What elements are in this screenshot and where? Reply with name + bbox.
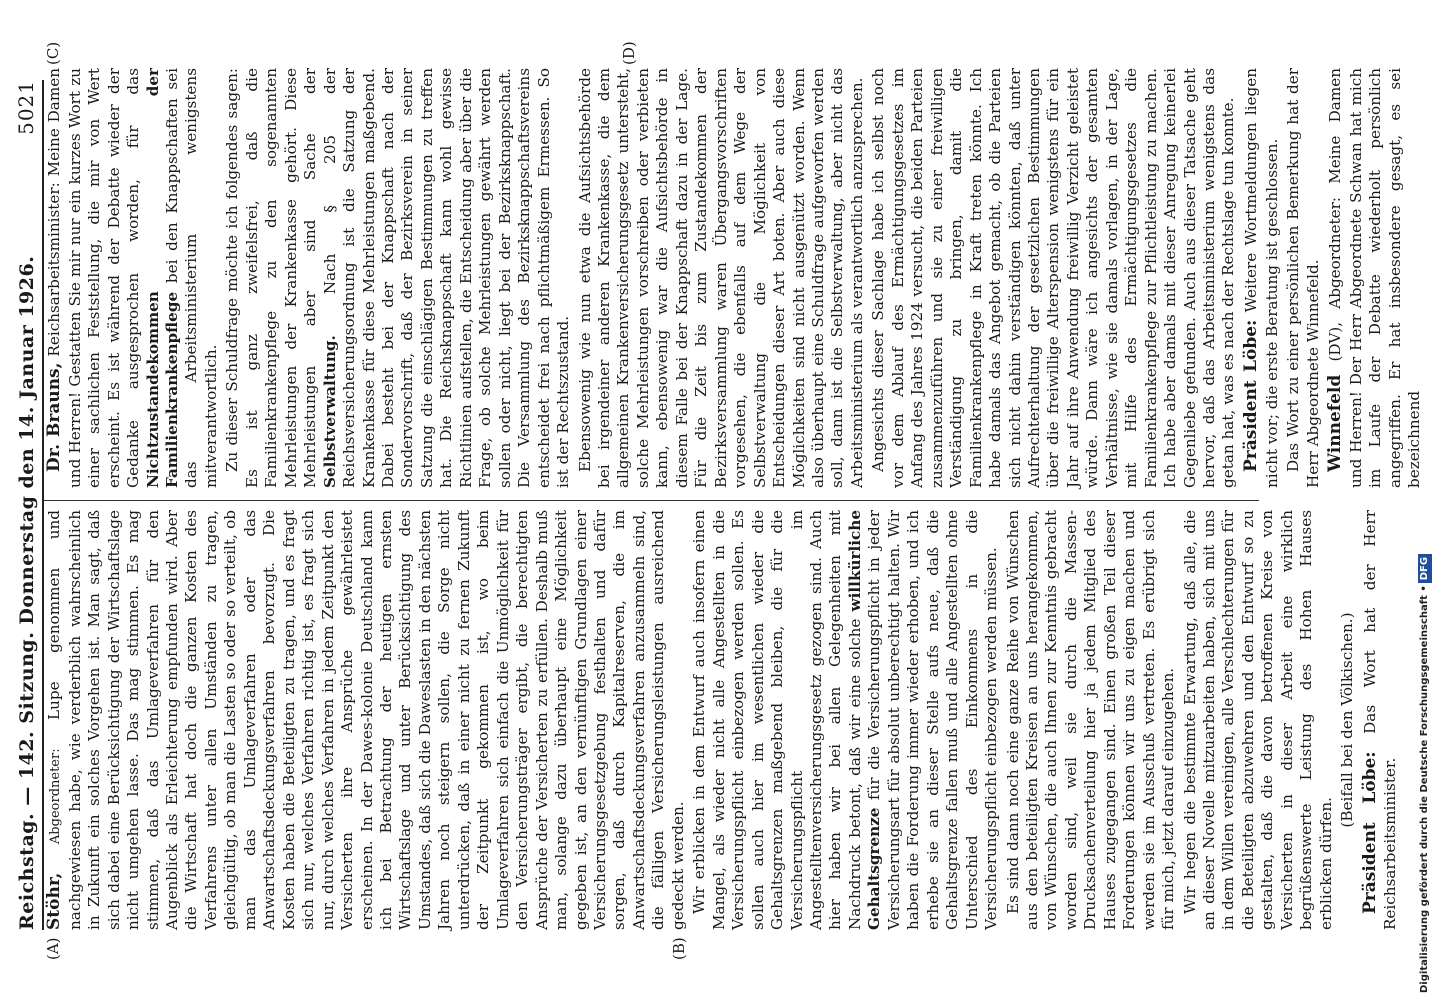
margin-marker-c: (C) (44, 41, 62, 65)
margin-marker-b: (B) (670, 937, 688, 960)
funding-note-text: Digitalisierung gefördert durch die Deutsche Forschungsgemeinschaft • (1419, 585, 1430, 993)
speaker-name: Präsident Löbe: (1240, 319, 1261, 472)
paragraph-text: Angesichts dieser Sachlage habe ich selbst noch vor dem Ablauf des Ermächtigungsgesetzes im Anfang des Jahres 1924 versucht, die beiden Parteien zusammenzuführen und sie zu einer freiwilligen Verständigung zu bringen, damit die Familienkrankenpflege in Kraft treten könnte. Ich habe damals das Angebot gemacht, ob die Parteien sich nicht dahin verständigen könnten, daß unter Aufrechterhaltung der gesetzlichen Bestimmungen über die freiwillige Alterspension wenigstens für ein Jahr auf ihre Anwendung freiwillig Verzicht geleistet würde. Dann wäre ich angesichts der gesamten Verhältnisse, wie sie damals vorlagen, in der Lage, mit Hilfe des Ermächtigungsgesetzes die Familienkrankenpflege zur Pflichtleistung zu machen. Ich habe aber damals mit dieser Anregung keinerlei Gegenliebe gefunden. Auch aus dieser Tatsache geht hervor, daß das Arbeitsministerium wenigstens das getan hat, was es nach der Rechtslage tun konnte. (869, 68, 1238, 488)
paragraph-text: Das Wort hat der Herr Reichsarbeitsminister. (1360, 510, 1400, 930)
left-column (44, 510, 1403, 930)
paragraph-text: Ebensowenig wie nun etwa die Aufsichtsbehörde bei irgendeiner anderen Krankenkasse, die dem allgemeinen Krankenversicherungsgesetz untersteht, solche Mehrleistungen vorschreiben oder verbieten kann, ebensowenig war die Aufsichtsbehörde in diesem Falle bei der Knappschaft dazu in der Lage. Für die Zeit bis zum Zustandekommen der Bezirksversammlung waren Übergangsvorschriften vorgesehen, die ebenfalls auf dem Wege der Selbstverwaltung die Möglichkeit von Entscheidungen dieser Art boten. Aber auch diese Möglichkeiten sind nicht ausgenützt worden. Wenn also überhaupt eine Schuldfrage aufgeworfen werden soll, dann ist die Selbstverwaltung, aber nicht das Arbeitsministerium als verantwortlich anzusprechen. (575, 68, 866, 488)
paragraph-text: bei den Knappschaften sei das Arbeitsministerium wenigstens mitverantwortlich. (163, 67, 220, 488)
paragraph-text: Lupe genommen und nachgewiesen habe, wie verderblich wahrscheinlich in Zukunft ein solches Vorgehen ist. Man sagt, daß sich dabei eine Berücksichtigung der Wirtschaftslage nicht umgehen lasse. Das mag stimmen. Es mag stimmen, daß das Umlageverfahren für den Augenblick als Erleichterung empfunden wird. Aber die Wirtschaft hat doch die ganzen Kosten des Verfahrens unter allen Umständen zu tragen, gleichgültig, ob man die Lasten so oder so verteilt, ob man das Umlageverfahren oder das Anwartschaftsdeckungsverfahren bevorzugt. Die Kosten haben die Beteiligten zu tragen, und es fragt sich nur, welches Verfahren richtig ist, es fragt sich nur, durch welches Verfahren in jedem Zeitpunkt den Versicherten ihre Ansprüche gewährleistet erscheinen. In der Dawes-kolonie Deutschland kann ich bei Betrachtung der heutigen ernsten Wirtschaftslage und unter Berücksichtigung des Umstandes, daß sich die Daweslasten in den nächsten Jahren noch steigern sollen, die Sorge nicht unterdrücken, daß in einer nicht zu fernen Zukunft der Zeitpunkt gekommen ist, wo beim Umlageverfahren sich einfach die Unmöglichkeit für den Versicherungsträger ergibt, die berechtigten Ansprüche der Versicherten zu erfüllen. Deshalb muß man, solange dazu überhaupt eine Möglichkeit gegeben ist, an den vernünftigen Grundlagen einer Versicherungsgesetzgebung festhalten und dafür sorgen, daß durch Kapitalreserven, die im Anwartschaftsdeckungsverfahren anzusammeln sind, die fälligen Versicherungsleistungen ausreichend gedeckt werden. (45, 509, 687, 930)
page-number: 5021 (14, 80, 38, 135)
margin-marker-a: (A) (44, 937, 62, 960)
paragraph (1004, 510, 1179, 930)
paragraph (1360, 510, 1401, 930)
speaker-name: Stöhr, (44, 872, 64, 930)
speaker-role: Abgeordneter: (48, 748, 63, 845)
speaker-name: Dr. Brauns, (44, 362, 64, 472)
paragraph-text: für die Versicherungspflicht in jeder Versicherungsart für absolut unberechtigt halten. Wir haben die Forderung immer wieder erhoben, und ich erhebe sie an dieser Stelle aufs neue, daß die Gehaltsgrenze fallen muß und alle Angestellten ohne Unterschied des Einkommens in die Versicherungspflicht einbezogen werden müssen. (865, 510, 1001, 930)
paragraph (223, 68, 573, 488)
emphasis-text: Nichtzustandekommen der Familienkrankenpflege (143, 68, 182, 488)
paragraph-text: Zu dieser Schuldfrage möchte ich folgendes sagen: Es ist ganz zweifelsfrei, daß die Familienkrankenpflege zu den sogenannten Mehrleistungen der Krankenkasse gehört. Diese Mehrleistungen aber sind Sache der (223, 68, 320, 488)
paragraph (1241, 68, 1282, 488)
paragraph-text: Es sind dann noch eine ganze Reihe von Wünschen aus den beteiligten Kreisen an uns herangekommen, von Wünschen, die auch Ihnen zur Kenntnis gebracht worden sind, weil sie durch die Massen-Drucksachenverteilung hier ja jedem Mitglied des Hauses zugegangen sind. Einen großen Teil dieser Forderungen können wir uns zu eigen machen und werden sie im Ausschuß vertreten. Es erübrigt sich für mich, jetzt darauf einzugehen. (1003, 510, 1178, 930)
paragraph (1284, 68, 1323, 488)
paragraph-text: Wir hegen die bestimmte Erwartung, daß alle, die an dieser Novelle mitzuarbeiten haben, sich mit uns in dem Willen vereinigen, alle Verschlechterungen für die Beteiligten abzuwehren und den Entwurf so zu gestalten, daß die davon betroffenen Kreise von Versicherten in dieser Arbeit eine wirklich begrüßenswerte Leistung des Hohen Hauses erblicken dürfen. (1180, 510, 1335, 930)
emphasis-text: willkürliche Gehaltsgrenze (845, 509, 884, 930)
paragraph (869, 68, 1239, 488)
speaker-name: Winnefeld (1325, 374, 1346, 472)
running-title: Reichstag. — 142. Sitzung. Donnerstag den 14. Januar 1926. (16, 255, 38, 930)
paragraph (576, 68, 868, 488)
paragraph (44, 68, 221, 488)
applause-note: (Beifall bei den Völkischen.) (1338, 612, 1357, 828)
paragraph (1181, 510, 1337, 930)
emphasis-text: Selbstverwaltung. (320, 335, 339, 488)
paragraph-text: Weitere Wortmeldungen liegen nicht vor; die erste Beratung ist geschlossen. (1241, 67, 1281, 488)
dfg-logo: DFG (1418, 554, 1432, 583)
paragraph-text: Nach § 205 der Reichsversicherungsordnung ist die Satzung der Krankenkasse für diese Mehrleistungen maßgebend. Dabei besteht bei der Knappschaft nach der Sondervorschrift, daß der Bezirksverein in seiner Satzung die einschlägigen Bestimmungen zu treffen hat. Die Reichsknappschaft kann wohl gewisse Richtlinien aufstellen, die Entscheidung aber über die Frage, ob solche Mehrleistungen gewährt werden sollen oder nicht, liegt bei der Bezirksknappschaft. Die Versammlung des Bezirksknappschaftsvereins entscheidet frei nach pflichtmäßigem Ermessen. So ist der Rechtszustand. (320, 68, 573, 488)
paragraph (44, 510, 688, 930)
margin-marker-d: (D) (620, 41, 638, 65)
paragraph (1325, 68, 1425, 488)
speaker-name: Präsident Löbe: (1359, 751, 1380, 914)
paragraph-text: Wir erblicken in dem Entwurf auch insofern einen Mangel, als wieder nicht alle Angestellten in die Versicherungspflicht einbezogen werden sollen. Es sollen auch hier im wesentlichen wieder die Gehaltsgrenzen maßgebend bleiben, die für die Versicherungspflicht im Angestelltenversicherungsgesetz gezogen sind. Auch hier haben wir bei allen Gelegenheiten mit Nachdruck betont, daß wir eine solche (690, 510, 864, 930)
column-divider (44, 500, 1259, 501)
paragraph-text: (DV), Abgeordneter: Meine Damen und Herren! Der Herr Abgeordnete Schwan hat mich im Laufe der Debatte wiederholt persönlich angegriffen. Er hat insbesondere gesagt, es sei bezeichnend (1326, 67, 1424, 488)
paragraph-text: Reichsarbeitsminister: Meine Damen und Herren! Gestatten Sie mir nur ein kurzes Wort zu einer sachlichen Feststellung, die mir von Wert erscheint. Es ist während der Debatte wieder der Gedanke ausgesprochen worden, für das (45, 68, 143, 488)
funding-note (1418, 8, 1432, 993)
page-header (0, 80, 44, 930)
paragraph (690, 510, 1001, 930)
right-column (44, 68, 1427, 488)
paragraph-text: Das Wort zu einer persönlichen Bemerkung hat der Herr Abgeordnete Winnefeld. (1284, 68, 1322, 488)
